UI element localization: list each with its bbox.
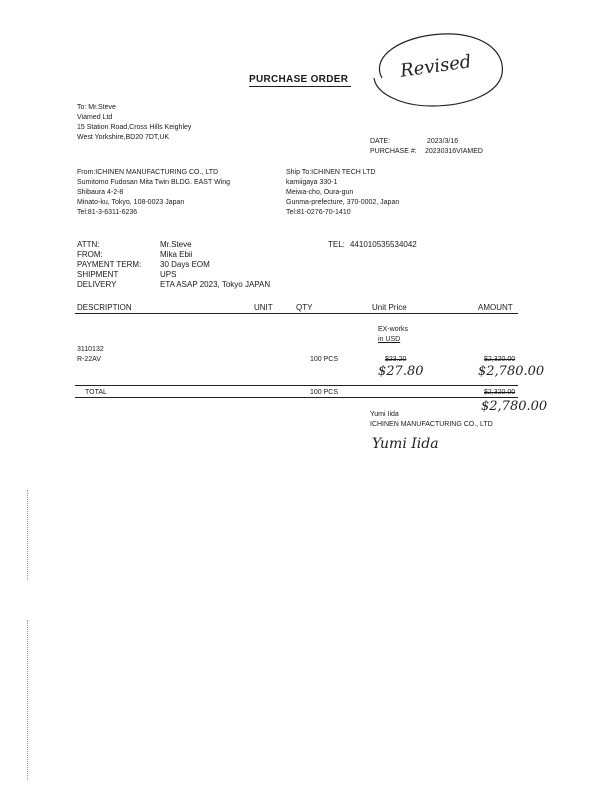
total-top-rule — [75, 385, 518, 386]
page-title: PURCHASE ORDER — [249, 74, 349, 85]
to-line: Viamed Ltd — [77, 114, 113, 121]
scan-margin-dots — [27, 620, 29, 780]
scan-margin-dots — [27, 490, 29, 580]
total-original-amount: $2,320.00 — [484, 389, 516, 396]
title-underline — [249, 86, 351, 87]
ship-to-address-block — [286, 168, 399, 218]
col-qty-header: QTY — [296, 303, 313, 312]
col-amount-header: AMOUNT — [478, 303, 513, 312]
po-value: 20230316VIAMED — [425, 148, 483, 155]
tel-label: TEL: — [328, 240, 345, 249]
from-line: Tel:81-3-6311-6236 — [77, 209, 138, 216]
item-qty: 100 PCS — [310, 356, 339, 363]
revised-stamp-text: Revised — [398, 51, 473, 82]
delivery-label: DELIVERY — [77, 280, 117, 289]
handwritten-signature: Yumi Iida — [372, 436, 439, 452]
total-qty: 100 PCS — [310, 389, 339, 396]
total-revised-amount: $2,780.00 — [481, 399, 548, 414]
ship-line: Gunma-prefecture, 370-0002, Japan — [286, 199, 400, 206]
header-rule — [75, 313, 518, 314]
item-code: 3110132 — [77, 346, 104, 353]
item-original-price: $23.20 — [385, 356, 407, 363]
from-line: Sumitomo Fudosan Mita Twin BLDG. EAST Wing — [77, 179, 231, 186]
details-values — [160, 240, 270, 290]
to-line: To: Mr.Steve — [77, 104, 116, 111]
price-currency-note: in USD — [378, 336, 401, 343]
payment-term-label: PAYMENT TERM: — [77, 260, 142, 269]
details-labels — [77, 240, 141, 290]
from-line: From:ICHINEN MANUFACTURING CO., LTD — [77, 169, 219, 176]
payment-term-value: 30 Days EOM — [160, 260, 210, 269]
attn-value: Mr.Steve — [160, 240, 192, 249]
signer-name: Yumi Iida — [370, 411, 399, 418]
item-revised-amount: $2,780.00 — [478, 364, 545, 379]
to-line: 15 Station Road,Cross Hills Keighley — [77, 124, 192, 131]
from-line: Shibaura 4-2-8 — [77, 189, 124, 196]
shipment-value: UPS — [160, 270, 177, 279]
ship-line: Tel:81-0276-70-1410 — [286, 209, 351, 216]
delivery-value: ETA ASAP 2023, Tokyo JAPAN — [160, 280, 271, 289]
col-unit-price-header: Unit Price — [372, 303, 407, 312]
ship-line: kamiigaya 330-1 — [286, 179, 338, 186]
col-unit-header: UNIT — [254, 303, 273, 312]
ship-line: Meiwa-cho, Oura-gun — [286, 189, 354, 196]
col-description-header: DESCRIPTION — [77, 303, 132, 312]
shipment-label: SHIPMENT — [77, 270, 119, 279]
attn-label: ATTN: — [77, 240, 100, 249]
from-address-block — [77, 168, 230, 218]
signer-company: ICHINEN MANUFACTURING CO., LTD — [370, 421, 493, 428]
to-line: West Yorkshire,BD20 7DT,UK — [77, 134, 170, 141]
ship-line: Ship To:ICHINEN TECH LTD — [286, 169, 376, 176]
price-basis-note: EX-works — [378, 326, 408, 333]
item-original-amount: $2,320.00 — [484, 356, 516, 363]
date-label: DATE: — [370, 138, 391, 145]
total-label: TOTAL — [85, 389, 107, 396]
po-label: PURCHASE #: — [370, 148, 417, 155]
item-revised-price: $27.80 — [378, 364, 424, 379]
total-bottom-rule — [75, 397, 518, 398]
from-label: FROM: — [77, 250, 103, 259]
date-value: 2023/3/16 — [427, 138, 459, 145]
from-value: Mika Ebii — [160, 250, 193, 259]
tel-value: 441010535534042 — [350, 240, 417, 249]
item-name: R-22AV — [77, 356, 101, 363]
from-line: Minato-ku, Tokyo, 108-0023 Japan — [77, 199, 185, 206]
to-address-block — [77, 103, 191, 143]
